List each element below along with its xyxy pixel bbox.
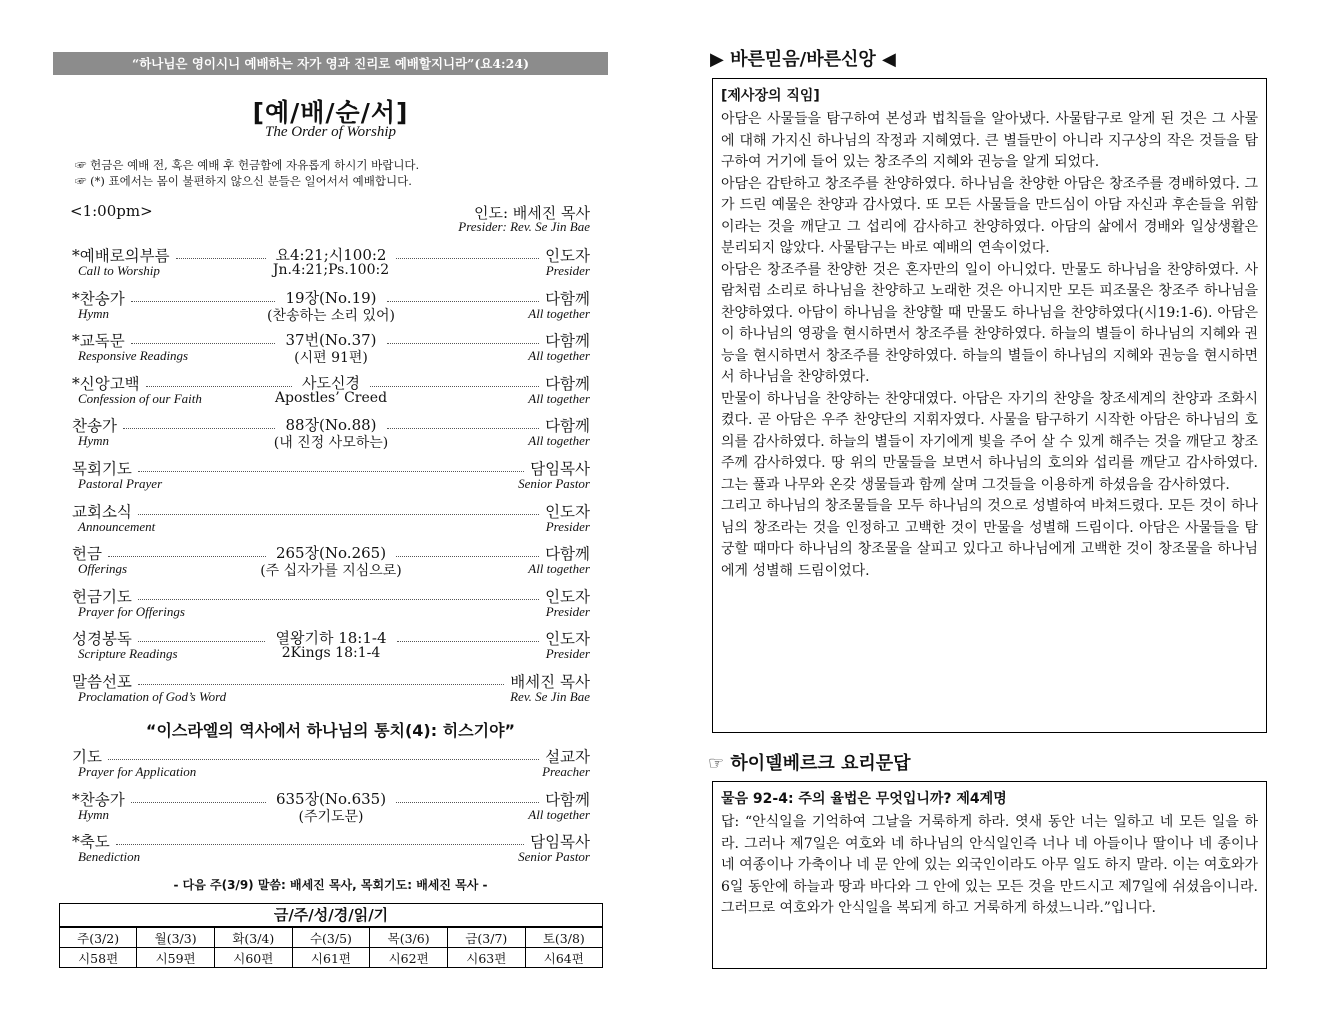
order-item-ko: *찬송가 — [72, 289, 125, 308]
order-item — [72, 585, 590, 627]
reading-days-row — [60, 928, 602, 948]
order-item-ren: All together — [528, 348, 590, 364]
order-item-ren: All together — [528, 390, 590, 406]
section-heading-catechism: ☞ 하이델베르크 요리문답 — [708, 753, 911, 774]
order-item-ren: All together — [528, 305, 590, 321]
order-item — [72, 627, 590, 669]
order-item-rko: 다함께 — [545, 332, 590, 351]
order-item-ko: *교독문 — [72, 332, 125, 351]
order-item — [72, 287, 590, 329]
order-item-mid2: Apostles’ Creed — [274, 389, 388, 406]
order-item-en: Proclamation of God’s Word — [78, 689, 227, 704]
note-standing: ☞ (*) 표에서는 몸이 불편하지 않으신 분들은 일어서서 예배합니다. — [75, 174, 412, 188]
order-item-ko: *축도 — [72, 833, 110, 852]
order-item-ren: Senior Pastor — [518, 849, 590, 865]
catechism-answer: 답: “안식일을 기억하여 그날을 거룩하게 하라. 엿새 동안 너는 일하고 네 모든 일을 하라. 그러나 제7일은 여호와 네 하나님의 안식일인즉 너나 네 아들이나 딸이나 네 종이나 네 여종이나 가축이나 네 문 안에 있는 외국인이라도 아무 일도 하지 말라. 이는 여호와가 6일 동안에 하늘과 땅과 바다와 그 안에 있는 모든 것을 만드시고 제7일에 쉬셨음이니라. 그러므로 여호와가 안식일을 복되게 하고 거룩하게 하셨느니라.”입니다. — [721, 814, 1258, 916]
reading-chapter: 시63편 — [447, 948, 525, 968]
order-item-en: Call to Worship — [78, 263, 160, 278]
reading-chapter: 시61편 — [292, 948, 370, 968]
leader-dots — [138, 471, 524, 472]
leader-dots — [387, 343, 540, 344]
reading-day: 주(3/2) — [60, 928, 137, 948]
order-item-mid2: (내 진정 사모하는) — [273, 435, 389, 452]
order-item-ren: Presider — [545, 646, 590, 662]
order-item-ko: *예배로의부름 — [72, 247, 170, 265]
order-item-ren: All together — [528, 806, 590, 822]
reading-title: 금/주/성/경/읽/기 — [60, 904, 602, 927]
order-item-mid2: Jn.4:21;Ps.100:2 — [272, 262, 390, 278]
article-paragraph: 만물이 하나님을 찬양하는 찬양대였다. 아담은 자기의 찬양을 창조세계의 찬양과 조화시켰다. 곧 아담은 우주 찬양단의 지휘자였다. 사물을 탐구하기 시작한 아담은 하나님의 호의를 감사하였다. 하늘의 별들이 자기에게 빛을 주어 살 수 있게 해주는 것을 깨닫고 창조주께 감사하였다. 땅 위의 만물들을 보면서 하나님의 호의와 섭리를 깨닫고 감사하였다. 그는 풀과 나무와 온갖 생물들과 함께 살며 그것들을 이용하게 하셨음을 감사하였다. — [721, 390, 1258, 493]
order-item-ren: Senior Pastor — [518, 476, 590, 491]
order-item-ko: 교회소식 — [72, 502, 132, 521]
leader-dots — [108, 556, 266, 557]
reading-day: 화(3/4) — [214, 928, 292, 948]
reading-day: 수(3/5) — [292, 928, 370, 948]
article-title: [제사장의 직임] — [721, 88, 820, 104]
leader-dots — [116, 844, 524, 845]
reading-chapters-row — [60, 948, 602, 968]
order-item-en: Hymn — [78, 305, 110, 321]
reading-chapter: 시60편 — [214, 948, 292, 968]
order-item-rko: 인도자 — [545, 502, 590, 521]
order-item-rko: 담임목사 — [530, 460, 590, 478]
page-title: [예/배/순/서] — [252, 98, 409, 127]
leader-dots — [370, 386, 539, 387]
reading-chapter: 시58편 — [60, 948, 137, 968]
leader-dots — [396, 802, 539, 803]
reading-day: 목(3/6) — [370, 928, 448, 948]
article-body — [721, 109, 1258, 582]
order-item-rko: 담임목사 — [530, 833, 590, 852]
leader-dots — [131, 343, 276, 344]
order-item-en: Confession of our Faith — [78, 390, 202, 406]
order-item-mid1: 37번(No.37) — [285, 331, 377, 350]
leader-dots — [176, 258, 266, 259]
reading-chapter: 시62편 — [370, 948, 448, 968]
article-paragraph: 아담은 창조주를 찬양한 것은 혼자만의 일이 아니었다. 만물도 하나님을 찬양하였다. 사람처럼 소리로 하나님을 찬양하고 노래한 것은 아니지만 모든 피조물은 창조주 하나님을 찬양하였다. 아담이 하나님을 찬양할 때 만물도 하나님을 찬양하였다(시19:1-6). 아담은 이 하나님의 영광을 현시하면서 창조주를 찬양하였다. 하늘의 별들이 하나님의 지혜와 권능을 현시하면서 창조주를 찬양하였다. 하늘의 별들이 하나님의 지혜와 권능을 현시하면서 하나님을 찬양하였다. — [721, 261, 1258, 385]
order-item-en: Hymn — [78, 806, 110, 822]
article-paragraph: 아담은 감탄하고 창조주를 찬양하였다. 하나님을 찬양한 아담은 창조주를 경배하였다. 그가 드린 예물은 찬양과 감사였다. 또 모든 사물들을 만드심이 아담 자신과 후손들을 위함이라는 것을 깨닫고 그 섭리에 감사하고 찬양하였다. 아담의 삶에서 경배와 일상생활은 분리되지 않았다. 사물탐구는 바로 예배의 연속이었다. — [721, 175, 1258, 256]
order-item — [72, 745, 590, 787]
article-box — [712, 78, 1267, 733]
order-item — [72, 788, 590, 830]
reading-day: 토(3/8) — [525, 928, 602, 948]
catechism-box — [712, 781, 1267, 969]
next-week-notice: - 다음 주(3/9) 말씀: 배세진 목사, 목회기도: 배세진 목사 - — [173, 878, 488, 892]
order-item-mid1: 635장(No.635) — [275, 789, 387, 808]
order-item-ren: Presider — [545, 603, 590, 619]
order-item-mid2: 2Kings 18:1-4 — [281, 645, 381, 662]
order-item — [72, 830, 590, 872]
order-item-en: Benediction — [78, 849, 141, 865]
leader-dots — [138, 514, 539, 515]
leader-dots — [138, 684, 504, 685]
order-item-ko: 기도 — [72, 748, 102, 766]
order-item-ren: Rev. Se Jin Bae — [510, 689, 590, 704]
note-offering: ☞ 헌금은 예배 전, 혹은 예배 후 헌금함에 자유롭게 하시기 바랍니다. — [75, 158, 420, 172]
order-item — [72, 500, 590, 542]
leader-dots — [123, 428, 276, 429]
leader-english: Presider: Rev. Se Jin Bae — [458, 219, 590, 234]
leader-dots — [138, 641, 266, 642]
order-item-ren: Preacher — [542, 764, 590, 779]
order-item — [72, 670, 590, 712]
reading-day: 금(3/7) — [447, 928, 525, 948]
order-item-mid1: 사도신경 — [302, 373, 360, 392]
order-item-rko: 인도자 — [545, 247, 590, 265]
order-item-en: Offerings — [78, 561, 128, 577]
order-item — [72, 329, 590, 371]
order-item — [72, 414, 590, 456]
weekly-bible-reading — [59, 903, 603, 968]
order-item-rko: 다함께 — [545, 374, 590, 393]
page-subtitle: The Order of Worship — [265, 124, 396, 140]
order-item-mid1: 265장(No.265) — [275, 544, 387, 563]
order-item-mid2: (찬송하는 소리 있어) — [266, 307, 396, 324]
order-item-rko: 배세진 목사 — [510, 673, 590, 691]
order-item-rko: 인도자 — [545, 630, 590, 649]
section-heading-faith: ▶ 바른믿음/바른신앙 ◀ — [710, 49, 896, 70]
order-item-en: Pastoral Prayer — [78, 476, 163, 491]
leader-korean: 인도: 배세진 목사 — [473, 204, 590, 222]
scripture-banner: “하나님은 영이시니 예배하는 자가 영과 진리로 예배할지니라”(요4:24) — [53, 52, 608, 75]
order-item-en: Prayer for Application — [78, 764, 197, 779]
order-item-en: Prayer for Offerings — [78, 603, 185, 619]
order-item-ren: Presider — [545, 518, 590, 534]
leader-dots — [131, 301, 276, 302]
order-item-mid1: 19장(No.19) — [285, 288, 377, 307]
order-item-rko: 설교자 — [545, 748, 590, 766]
order-item-ko: 헌금 — [72, 545, 102, 564]
order-item-mid1: 요4:21;시100:2 — [275, 246, 387, 264]
order-item-ko: 말씀선포 — [72, 673, 132, 691]
leader-dots — [387, 301, 540, 302]
order-item-rko: 다함께 — [545, 790, 590, 809]
order-item-mid2: (시편 91편) — [294, 350, 368, 367]
reading-chapter: 시59편 — [137, 948, 215, 968]
order-item — [72, 457, 590, 499]
leader-dots — [387, 428, 540, 429]
reading-day: 월(3/3) — [137, 928, 215, 948]
order-item-mid2: (주 십자가를 지심으로) — [260, 563, 402, 580]
order-item — [72, 372, 590, 414]
reading-table — [60, 927, 602, 967]
leader-dots — [131, 802, 266, 803]
order-item-rko: 인도자 — [545, 587, 590, 606]
article-paragraph: 그리고 하나님의 창조물들을 모두 하나님의 것으로 성별하여 바쳐드렸다. 모든 것이 하나님의 창조라는 것을 인정하고 고백한 것이 만물을 성별해 드림이다. 아담은 사물들을 탐궁할 때마다 하나님의 창조물을 살피고 있다고 하나님에게 고백한 것이 창조물을 하나님에게 성별해 드림이었다. — [721, 498, 1258, 579]
sermon-title: “이스라엘의 역사에서 하나님의 통치(4): 히스기야” — [145, 721, 516, 740]
order-item-mid2: (주기도문) — [298, 808, 364, 825]
order-item-rko: 다함께 — [545, 417, 590, 436]
order-item-rko: 다함께 — [545, 289, 590, 308]
order-item-en: Responsive Readings — [78, 348, 189, 364]
catechism-question: 물음 92-4: 주의 율법은 무엇입니까? 제4계명 — [721, 791, 1007, 807]
order-item-ko: 성경봉독 — [72, 630, 132, 649]
order-item-rko: 다함께 — [545, 545, 590, 564]
order-item-mid1: 열왕기하 18:1-4 — [275, 629, 387, 648]
order-item — [72, 244, 590, 286]
leader-dots — [397, 641, 540, 642]
leader-dots — [146, 386, 292, 387]
leader-dots — [138, 599, 539, 600]
service-time: <1:00pm> — [70, 202, 153, 220]
order-item-en: Announcement — [78, 518, 156, 534]
leader-dots — [108, 759, 539, 760]
order-item-ren: Presider — [545, 263, 590, 278]
order-item-en: Hymn — [78, 433, 110, 449]
reading-chapter: 시64편 — [525, 948, 602, 968]
order-item-ko: *찬송가 — [72, 790, 125, 809]
order-item-ko: 찬송가 — [72, 417, 117, 436]
order-item-ren: All together — [528, 561, 590, 577]
order-item-ko: 헌금기도 — [72, 587, 132, 606]
order-item-ren: All together — [528, 433, 590, 449]
article-paragraph: 아담은 사물들을 탐구하여 본성과 법칙들을 알아냈다. 사물탐구로 알게 된 것은 그 사물에 대해 가지신 하나님의 작정과 지혜였다. 큰 별들만이 아니라 지구상의 작은 것들을 탐구하여 거기에 들어 있는 창조주의 지혜와 권능을 알게 되었다. — [721, 111, 1258, 170]
leader-dots — [396, 258, 539, 259]
order-item-ko: 목회기도 — [72, 460, 132, 478]
order-item — [72, 542, 590, 584]
leader-dots — [396, 556, 539, 557]
order-item-en: Scripture Readings — [78, 646, 178, 662]
order-item-ko: *신앙고백 — [72, 374, 140, 393]
order-item-mid1: 88장(No.88) — [285, 416, 377, 435]
